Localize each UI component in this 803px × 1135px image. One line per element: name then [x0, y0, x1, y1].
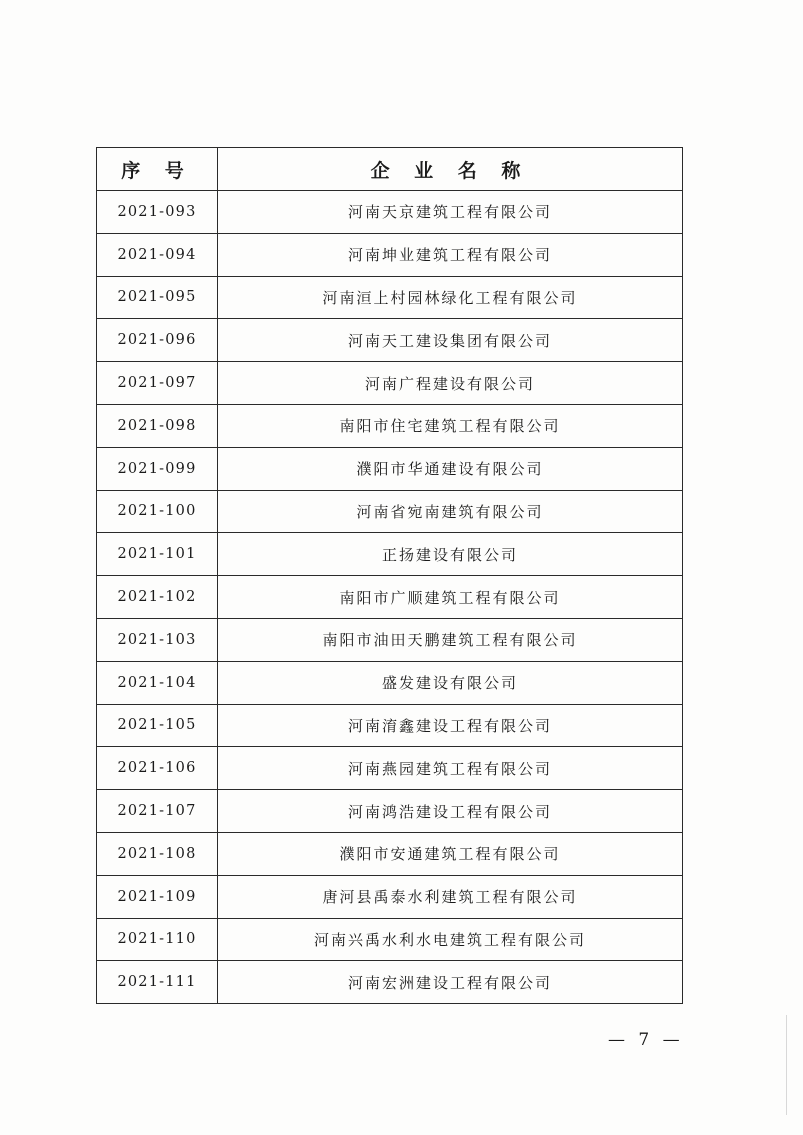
enterprise-name-cell: 河南广程建设有限公司 [218, 362, 683, 405]
table-row [97, 276, 683, 319]
serial-number-cell: 2021-105 [97, 704, 218, 747]
enterprise-name-cell: 河南鸿浩建设工程有限公司 [218, 790, 683, 833]
serial-number-cell: 2021-099 [97, 447, 218, 490]
enterprise-name-cell: 濮阳市华通建设有限公司 [218, 447, 683, 490]
enterprise-name-cell: 河南淯鑫建设工程有限公司 [218, 704, 683, 747]
table-row [97, 362, 683, 405]
enterprise-name-cell: 盛发建设有限公司 [218, 661, 683, 704]
table-row [97, 961, 683, 1004]
enterprise-list-table [96, 147, 683, 1004]
table-row [97, 191, 683, 234]
enterprise-name-cell: 南阳市广顺建筑工程有限公司 [218, 576, 683, 619]
table-row [97, 404, 683, 447]
enterprise-name-cell: 南阳市油田天鹏建筑工程有限公司 [218, 618, 683, 661]
serial-number-cell: 2021-100 [97, 490, 218, 533]
page-number: — 7 — [608, 1030, 684, 1050]
table-body [97, 191, 683, 1004]
serial-number-cell: 2021-103 [97, 618, 218, 661]
table-row [97, 661, 683, 704]
enterprise-name-cell: 河南省宛南建筑有限公司 [218, 490, 683, 533]
enterprise-name-cell: 河南坤业建筑工程有限公司 [218, 233, 683, 276]
serial-number-cell: 2021-110 [97, 918, 218, 961]
serial-number-cell: 2021-102 [97, 576, 218, 619]
table-row [97, 533, 683, 576]
serial-number-cell: 2021-108 [97, 832, 218, 875]
enterprise-name-cell: 河南燕园建筑工程有限公司 [218, 747, 683, 790]
enterprise-name-cell: 正扬建设有限公司 [218, 533, 683, 576]
scan-edge-line [786, 1015, 787, 1115]
table-row [97, 832, 683, 875]
serial-number-cell: 2021-097 [97, 362, 218, 405]
enterprise-name-cell: 河南天京建筑工程有限公司 [218, 191, 683, 234]
table-row [97, 319, 683, 362]
serial-number-cell: 2021-101 [97, 533, 218, 576]
table-row [97, 790, 683, 833]
serial-number-cell: 2021-095 [97, 276, 218, 319]
serial-number-cell: 2021-106 [97, 747, 218, 790]
table-row [97, 875, 683, 918]
serial-number-cell: 2021-098 [97, 404, 218, 447]
enterprise-name-cell: 濮阳市安通建筑工程有限公司 [218, 832, 683, 875]
enterprise-name-cell: 河南洹上村园林绿化工程有限公司 [218, 276, 683, 319]
serial-number-cell: 2021-093 [97, 191, 218, 234]
serial-number-cell: 2021-109 [97, 875, 218, 918]
serial-number-cell: 2021-104 [97, 661, 218, 704]
enterprise-name-cell: 河南宏洲建设工程有限公司 [218, 961, 683, 1004]
table-header-row [97, 148, 683, 191]
header-enterprise-name: 企 业 名 称 [218, 148, 683, 191]
enterprise-name-cell: 南阳市住宅建筑工程有限公司 [218, 404, 683, 447]
serial-number-cell: 2021-107 [97, 790, 218, 833]
enterprise-name-cell: 河南兴禹水利水电建筑工程有限公司 [218, 918, 683, 961]
table-row [97, 233, 683, 276]
serial-number-cell: 2021-094 [97, 233, 218, 276]
table-row [97, 918, 683, 961]
table-row [97, 704, 683, 747]
table-row [97, 576, 683, 619]
table-row [97, 747, 683, 790]
table-row [97, 490, 683, 533]
table-row [97, 447, 683, 490]
serial-number-cell: 2021-096 [97, 319, 218, 362]
enterprise-name-cell: 唐河县禹泰水利建筑工程有限公司 [218, 875, 683, 918]
table-row [97, 618, 683, 661]
serial-number-cell: 2021-111 [97, 961, 218, 1004]
header-serial-number: 序 号 [97, 148, 218, 191]
enterprise-name-cell: 河南天工建设集团有限公司 [218, 319, 683, 362]
